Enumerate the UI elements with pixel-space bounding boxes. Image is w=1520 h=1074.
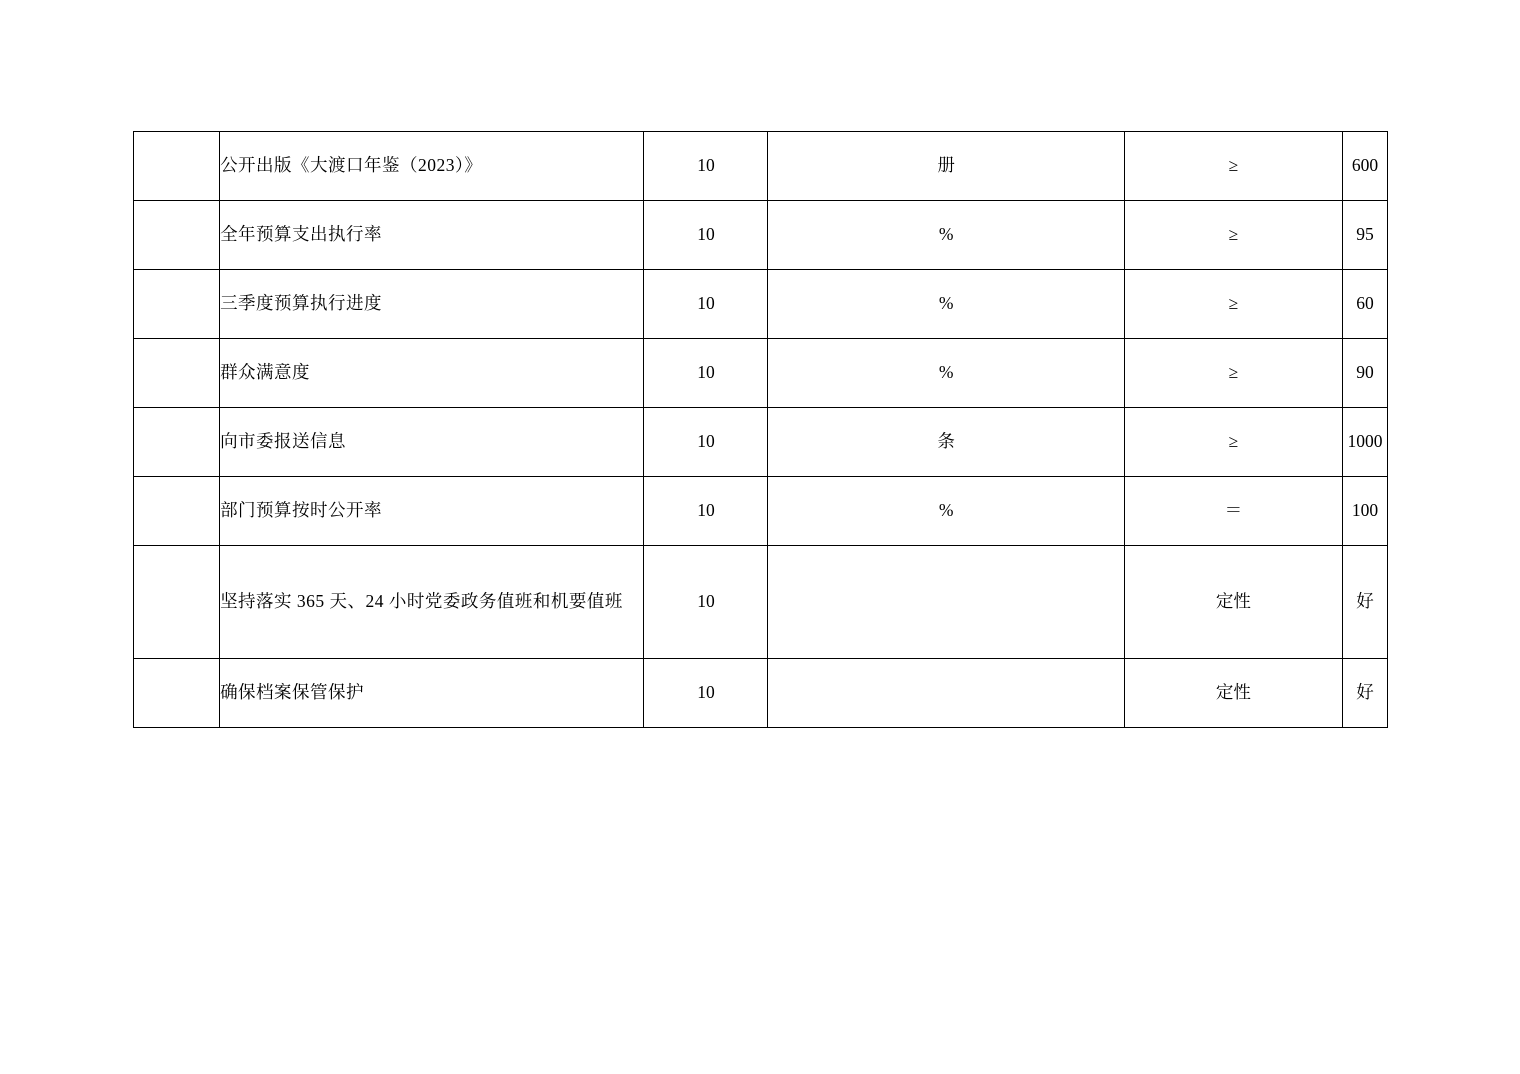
table-row (134, 132, 1388, 201)
indicator-symbol: ≥ (1124, 132, 1342, 201)
row-category-cell (134, 339, 220, 408)
indicator-symbol: ＝ (1124, 477, 1342, 546)
indicator-value: 90 (1342, 339, 1387, 408)
indicator-weight: 10 (644, 659, 768, 728)
indicator-value: 好 (1342, 546, 1387, 659)
indicator-unit: 条 (768, 408, 1124, 477)
indicator-unit: % (768, 339, 1124, 408)
indicator-symbol: ≥ (1124, 270, 1342, 339)
row-category-cell (134, 408, 220, 477)
indicator-name: 全年预算支出执行率 (220, 201, 644, 270)
indicator-name: 三季度预算执行进度 (220, 270, 644, 339)
table-row (134, 546, 1388, 659)
indicator-weight: 10 (644, 546, 768, 659)
table-body (134, 132, 1388, 728)
indicator-weight: 10 (644, 477, 768, 546)
indicator-value: 60 (1342, 270, 1387, 339)
row-category-cell (134, 132, 220, 201)
indicator-name: 部门预算按时公开率 (220, 477, 644, 546)
indicator-symbol: 定性 (1124, 659, 1342, 728)
indicator-name: 公开出版《大渡口年鉴（2023）》 (220, 132, 644, 201)
indicator-weight: 10 (644, 201, 768, 270)
indicator-unit: 册 (768, 132, 1124, 201)
table-row (134, 201, 1388, 270)
indicator-name: 群众满意度 (220, 339, 644, 408)
indicator-symbol: ≥ (1124, 408, 1342, 477)
row-category-cell (134, 546, 220, 659)
row-category-cell (134, 477, 220, 546)
indicator-unit: % (768, 477, 1124, 546)
indicator-unit (768, 546, 1124, 659)
indicator-unit: % (768, 201, 1124, 270)
indicator-unit (768, 659, 1124, 728)
indicator-value: 100 (1342, 477, 1387, 546)
table-row (134, 659, 1388, 728)
indicator-symbol: ≥ (1124, 201, 1342, 270)
indicator-value: 95 (1342, 201, 1387, 270)
indicator-symbol: 定性 (1124, 546, 1342, 659)
indicator-symbol: ≥ (1124, 339, 1342, 408)
indicator-name: 坚持落实 365 天、24 小时党委政务值班和机要值班 (220, 546, 644, 659)
table-row (134, 408, 1388, 477)
table-row (134, 270, 1388, 339)
budget-table-container (133, 131, 1388, 728)
indicator-weight: 10 (644, 339, 768, 408)
row-category-cell (134, 201, 220, 270)
indicator-name: 确保档案保管保护 (220, 659, 644, 728)
indicator-weight: 10 (644, 132, 768, 201)
table-row (134, 477, 1388, 546)
row-category-cell (134, 659, 220, 728)
table-row (134, 339, 1388, 408)
indicator-weight: 10 (644, 270, 768, 339)
performance-indicator-table (133, 131, 1388, 728)
indicator-unit: % (768, 270, 1124, 339)
indicator-value: 1000 (1342, 408, 1387, 477)
indicator-value: 600 (1342, 132, 1387, 201)
row-category-cell (134, 270, 220, 339)
indicator-weight: 10 (644, 408, 768, 477)
indicator-value: 好 (1342, 659, 1387, 728)
indicator-name: 向市委报送信息 (220, 408, 644, 477)
